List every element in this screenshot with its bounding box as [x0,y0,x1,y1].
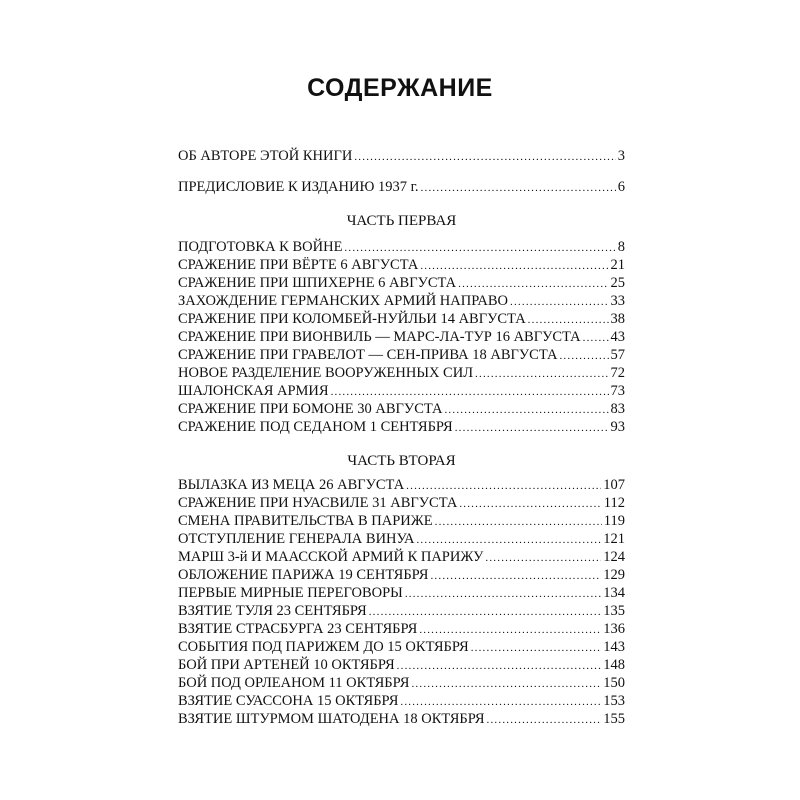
toc-entry [178,548,625,566]
toc-entry-title: СРАЖЕНИЕ ПРИ БОМОНЕ 30 АВГУСТА [178,401,443,417]
dot-leader [510,293,608,311]
toc-entry-title: ПОДГОТОВКА К ВОЙНЕ [178,239,343,255]
toc-entry-title: ВЗЯТИЕ ШТУРМОМ ШАТОДЕНА 18 ОКТЯБРЯ [178,711,485,727]
toc-entry [178,292,625,310]
toc-entry-title: СОБЫТИЯ ПОД ПАРИЖЕМ ДО 15 ОКТЯБРЯ [178,639,469,655]
dot-leader [583,329,609,347]
toc-entry-title: ЗАХОЖДЕНИЕ ГЕРМАНСКИХ АРМИЙ НАПРАВО [178,293,509,309]
dot-leader [487,711,602,729]
toc-entry-title: ОТСТУПЛЕНИЕ ГЕНЕРАЛА ВИНУА [178,531,415,547]
dot-leader [416,531,601,549]
dot-leader [331,383,609,401]
toc-entry-page: 83 [610,401,625,417]
toc-entry [178,494,625,512]
dot-leader [471,639,602,657]
dot-leader [475,365,608,383]
toc-entry-title: МАРШ 3-й И МААССКОЙ АРМИЙ К ПАРИЖУ [178,549,484,565]
toc-entry-title: СРАЖЕНИЕ ПРИ НУАСВИЛЕ 31 АВГУСТА [178,495,458,511]
toc-entry [178,602,625,620]
toc-entry-page: 143 [603,639,625,655]
dot-leader [419,621,601,639]
toc-entry [178,382,625,400]
toc-entry-title: СРАЖЕНИЕ ПРИ ГРАВЕЛОТ — СЕН-ПРИВА 18 АВГУСТА [178,347,558,363]
dot-leader [559,347,608,365]
dot-leader [430,567,601,585]
toc-entry [178,476,625,494]
toc-entry [178,238,625,256]
toc-entry [178,512,625,530]
toc-entry-page: 3 [617,148,625,164]
toc-entry-page: 38 [610,311,625,327]
dot-leader [528,311,609,329]
toc-entry-page: 107 [603,477,625,493]
dot-leader [354,148,615,166]
toc-entry-page: 33 [610,293,625,309]
toc-entry-page: 124 [603,549,625,565]
toc-entry [178,530,625,548]
toc-entry-page: 57 [610,347,625,363]
dot-leader [406,477,601,495]
toc-entry-title: ВЫЛАЗКА ИЗ МЕЦА 26 АВГУСТА [178,477,405,493]
toc-entry-page: 135 [603,603,625,619]
toc-entry [178,346,625,364]
toc-entry-page: 73 [610,383,625,399]
toc-entry-page: 121 [603,531,625,547]
toc-entry-page: 112 [603,495,625,511]
toc-entry-title: ПЕРВЫЕ МИРНЫЕ ПЕРЕГОВОРЫ [178,585,403,601]
part-heading: ЧАСТЬ ВТОРАЯ [347,453,456,469]
toc-entry-page: 148 [603,657,625,673]
toc-entry [178,656,625,674]
toc-entry-page: 155 [603,711,625,727]
toc-entry-title: ПРЕДИСЛОВИЕ К ИЗДАНИЮ 1937 г. [178,179,419,195]
toc-entry-title: ОБ АВТОРЕ ЭТОЙ КНИГИ [178,148,353,164]
toc-entry [178,692,625,710]
toc-entry-title: ВЗЯТИЕ СУАССОНА 15 ОКТЯБРЯ [178,693,399,709]
toc-entry-page: 21 [610,257,625,273]
toc-entry-title: СМЕНА ПРАВИТЕЛЬСТВА В ПАРИЖЕ [178,513,433,529]
toc-entry [178,584,625,602]
toc-entry-page: 72 [610,365,625,381]
toc-entry [178,178,625,196]
toc-entry [178,364,625,382]
toc-entry-page: 150 [603,675,625,691]
toc-entry-title: ВЗЯТИЕ ТУЛЯ 23 СЕНТЯБРЯ [178,603,367,619]
toc-entry [178,566,625,584]
toc-entry [178,674,625,692]
toc-entry-page: 136 [603,621,625,637]
toc-entry [178,638,625,656]
toc-entry [178,274,625,292]
page-title: СОДЕРЖАНИЕ [307,74,493,102]
toc-entry-title: БОЙ ПОД ОРЛЕАНОМ 11 ОКТЯБРЯ [178,675,410,691]
toc-entry-title: СРАЖЕНИЕ ПРИ ВИОНВИЛЬ — МАРС-ЛА-ТУР 16 АВГУСТА [178,329,581,345]
dot-leader [444,401,608,419]
toc-entry [178,310,625,328]
toc-entry [178,147,625,165]
toc-entry-page: 119 [603,513,625,529]
toc-entry-title: СРАЖЕНИЕ ПРИ ВЁРТЕ 6 АВГУСТА [178,257,419,273]
toc-entry-page: 43 [610,329,625,345]
dot-leader [455,419,609,437]
dot-leader [421,179,616,197]
dot-leader [435,513,602,531]
dot-leader [369,603,602,621]
toc-entry-title: СРАЖЕНИЕ ПОД СЕДАНОМ 1 СЕНТЯБРЯ [178,419,453,435]
part-heading: ЧАСТЬ ПЕРВАЯ [346,213,457,229]
toc-entry [178,256,625,274]
toc-entry-page: 6 [617,179,625,195]
dot-leader [459,495,601,513]
toc-entry-page: 129 [603,567,625,583]
dot-leader [458,275,608,293]
dot-leader [344,239,615,257]
dot-leader [397,657,602,675]
dot-leader [405,585,601,603]
toc-entry-page: 93 [610,419,625,435]
dot-leader [400,693,601,711]
toc-entry [178,710,625,728]
toc-entry-title: ШАЛОНСКАЯ АРМИЯ [178,383,329,399]
toc-entry [178,400,625,418]
toc-entry [178,328,625,346]
toc-entry-title: СРАЖЕНИЕ ПРИ ШПИХЕРНЕ 6 АВГУСТА [178,275,457,291]
toc-entry [178,418,625,436]
toc-entry-title: НОВОЕ РАЗДЕЛЕНИЕ ВООРУЖЕННЫХ СИЛ [178,365,474,381]
toc-entry-page: 153 [603,693,625,709]
toc-entry-page: 134 [603,585,625,601]
dot-leader [485,549,601,567]
toc-entry-page: 8 [617,239,625,255]
toc-entry-title: ВЗЯТИЕ СТРАСБУРГА 23 СЕНТЯБРЯ [178,621,418,637]
toc-entry-title: СРАЖЕНИЕ ПРИ КОЛОМБЕЙ-НУЙЛЬИ 14 АВГУСТА [178,311,526,327]
toc-entry-page: 25 [610,275,625,291]
toc-entry-title: БОЙ ПРИ АРТЕНЕЙ 10 ОКТЯБРЯ [178,657,395,673]
dot-leader [420,257,608,275]
toc-entry [178,620,625,638]
dot-leader [411,675,601,693]
toc-entry-title: ОБЛОЖЕНИЕ ПАРИЖА 19 СЕНТЯБРЯ [178,567,429,583]
